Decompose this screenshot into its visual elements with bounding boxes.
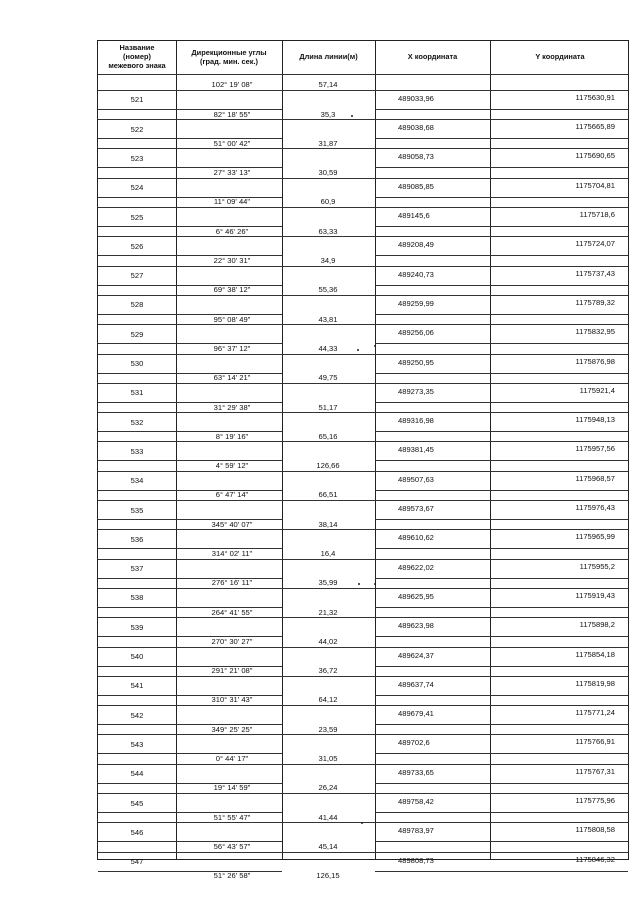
row-rule (375, 197, 628, 198)
row-rule (98, 207, 628, 208)
scan-speck (357, 349, 359, 351)
direction-angle: 69° 38' 12" (213, 285, 251, 295)
line-length: 16,4 (320, 549, 336, 558)
y-coordinate: 1175948,13 (575, 415, 615, 425)
column-divider (176, 41, 177, 859)
direction-angle: 102° 19' 08" (211, 80, 253, 90)
y-coordinate: 1175724,07 (575, 239, 615, 249)
point-name: 525 (130, 212, 144, 222)
row-rule (375, 226, 628, 227)
y-coordinate: 1175846,32 (575, 854, 615, 864)
header-name: Название (номер) межевого знака (108, 43, 166, 70)
y-coordinate: 1175957,56 (575, 444, 615, 454)
x-coordinate: 489038,68 (398, 123, 434, 133)
point-name: 541 (130, 681, 144, 691)
point-name: 531 (130, 388, 144, 398)
header-angles: Дирекционные углы (град. мин. сек.) (191, 47, 267, 66)
row-rule (375, 695, 628, 696)
row-rule (98, 383, 628, 384)
x-coordinate: 489273,35 (398, 386, 434, 396)
line-length: 35,99 (318, 578, 338, 588)
x-coordinate: 489758,42 (398, 797, 434, 806)
x-coordinate: 489058,73 (398, 152, 434, 162)
direction-angle: 82° 18' 55" (213, 109, 251, 119)
line-length: 34,9 (320, 255, 336, 265)
direction-angle: 264° 41' 55" (211, 607, 253, 617)
row-rule (98, 266, 628, 267)
row-rule (375, 402, 628, 403)
y-coordinate: 1175775,96 (575, 796, 615, 805)
point-name: 544 (130, 769, 144, 779)
point-name: 521 (130, 95, 144, 105)
row-rule (375, 871, 628, 872)
scan-speck (358, 583, 360, 585)
header-length: Длина линии(м) (299, 52, 358, 62)
y-coordinate: 1175854,18 (575, 649, 615, 659)
direction-angle: 276° 16' 11" (211, 578, 253, 588)
line-length: 49,75 (318, 373, 338, 383)
line-length: 64,12 (318, 695, 338, 705)
row-rule (98, 852, 628, 853)
y-coordinate: 1175919,43 (575, 590, 615, 600)
scan-speck (374, 345, 376, 347)
y-coordinate: 1175968,57 (575, 473, 615, 483)
line-length: 38,14 (318, 519, 338, 529)
x-coordinate: 489145,6 (398, 211, 430, 220)
x-coordinate: 489573,67 (398, 504, 434, 513)
direction-angle: 27° 33' 13" (213, 168, 251, 178)
row-rule (375, 255, 628, 256)
row-rule (375, 548, 628, 549)
y-coordinate: 1175767,31 (575, 766, 615, 776)
row-rule (98, 822, 628, 823)
x-coordinate: 489316,98 (398, 416, 434, 426)
row-rule (375, 841, 628, 842)
x-coordinate: 489259,99 (398, 298, 434, 308)
line-length: 66,51 (318, 490, 338, 500)
x-coordinate: 489637,74 (398, 679, 434, 689)
point-name: 547 (130, 857, 144, 867)
direction-angle: 19° 14' 59" (213, 783, 251, 793)
y-coordinate: 1175737,43 (575, 268, 615, 278)
x-coordinate: 489624,37 (398, 650, 434, 660)
x-coordinate: 489610,62 (398, 533, 434, 543)
row-rule (98, 617, 628, 618)
row-rule (98, 178, 628, 179)
row-rule (375, 636, 628, 637)
point-name: 529 (130, 329, 144, 339)
row-rule (375, 519, 628, 520)
point-name: 537 (130, 564, 144, 574)
y-coordinate: 1175976,43 (575, 503, 615, 512)
direction-angle: 349° 25' 25" (211, 724, 253, 734)
point-name: 539 (130, 622, 144, 632)
direction-angle: 95° 08' 49" (213, 314, 251, 324)
line-length: 41,44 (318, 812, 338, 822)
y-coordinate: 1175665,89 (575, 122, 615, 132)
line-length: 35,3 (320, 109, 336, 119)
point-name: 543 (130, 739, 144, 749)
line-length: 44,33 (318, 343, 338, 353)
row-rule (98, 647, 628, 648)
row-rule (375, 578, 628, 579)
direction-angle: 31° 29' 38" (213, 402, 251, 412)
header-rule (98, 74, 628, 75)
row-rule (375, 373, 628, 374)
direction-angle: 291° 21' 08" (211, 666, 253, 676)
direction-angle: 22° 30' 31" (213, 255, 251, 265)
y-coordinate: 1175898,2 (579, 620, 615, 630)
row-rule (98, 500, 628, 501)
line-length: 65,16 (318, 431, 338, 441)
line-length: 63,33 (318, 226, 338, 236)
row-rule (375, 724, 628, 725)
y-coordinate: 1175630,91 (575, 92, 615, 102)
point-name: 527 (130, 271, 144, 281)
direction-angle: 51° 00' 42" (213, 138, 251, 148)
row-rule (98, 148, 628, 149)
direction-angle: 4° 59' 12" (215, 461, 249, 471)
row-rule (375, 607, 628, 608)
line-length: 126,66 (316, 461, 340, 471)
row-rule (98, 764, 628, 765)
direction-angle: 96° 37' 12" (213, 343, 251, 353)
direction-angle: 56° 43' 57" (213, 841, 251, 851)
y-coordinate: 1175766,91 (575, 737, 615, 747)
direction-angle: 11° 09' 44" (213, 197, 251, 207)
row-rule (98, 90, 628, 91)
y-coordinate: 1175832,95 (575, 327, 615, 337)
row-rule (98, 471, 628, 472)
line-length: 21,32 (318, 607, 338, 617)
row-rule (98, 588, 628, 589)
row-rule (375, 109, 628, 110)
y-coordinate: 1175955,2 (579, 561, 615, 571)
header-y: Y координата (535, 52, 585, 62)
x-coordinate: 489808,73 (398, 855, 434, 865)
point-name: 532 (130, 417, 144, 427)
row-rule (375, 666, 628, 667)
line-length: 51,17 (318, 402, 338, 412)
direction-angle: 345° 40' 07" (211, 519, 253, 529)
point-name: 540 (130, 652, 144, 661)
row-rule (375, 460, 628, 461)
y-coordinate: 1175876,98 (575, 356, 615, 366)
point-name: 534 (130, 476, 144, 486)
point-name: 528 (130, 300, 144, 310)
line-length: 57,14 (318, 80, 338, 90)
row-rule (375, 167, 628, 168)
row-rule (375, 138, 628, 139)
direction-angle: 51° 55' 47" (213, 812, 251, 822)
x-coordinate: 489085,85 (398, 181, 434, 191)
line-length: 43,81 (318, 314, 338, 324)
y-coordinate: 1175965,99 (575, 532, 615, 542)
x-coordinate: 489679,41 (398, 709, 434, 719)
point-name: 523 (130, 153, 144, 163)
point-name: 545 (130, 798, 144, 808)
x-coordinate: 489507,63 (398, 474, 434, 484)
direction-angle: 314° 02' 11" (211, 549, 253, 558)
y-coordinate: 1175808,58 (575, 825, 615, 835)
row-rule (98, 676, 628, 677)
y-coordinate: 1175690,65 (575, 151, 615, 161)
y-coordinate: 1175789,32 (575, 297, 615, 307)
row-rule (98, 324, 628, 325)
x-coordinate: 489733,65 (398, 767, 434, 777)
line-length: 36,72 (318, 666, 338, 676)
row-rule (98, 236, 628, 237)
direction-angle: 310° 31' 43" (211, 695, 253, 705)
y-coordinate: 1175704,81 (575, 180, 615, 190)
line-length: 45,14 (318, 841, 338, 851)
direction-angle: 270° 30' 27" (211, 636, 253, 646)
coordinates-table (97, 40, 629, 881)
row-rule (98, 559, 628, 560)
row-rule (98, 441, 628, 442)
x-coordinate: 489381,45 (398, 445, 434, 455)
line-length: 31,05 (318, 754, 338, 763)
row-rule (98, 705, 628, 706)
row-rule (98, 295, 628, 296)
line-length: 31,87 (318, 138, 338, 148)
x-coordinate: 489033,96 (398, 93, 434, 103)
point-name: 526 (130, 241, 144, 251)
direction-angle: 8° 19' 16" (215, 431, 249, 441)
x-coordinate: 489783,97 (398, 826, 434, 836)
line-length: 60,9 (320, 197, 336, 207)
point-name: 524 (130, 183, 144, 193)
scan-speck (374, 583, 376, 585)
line-length: 55,36 (318, 285, 338, 295)
y-coordinate: 1175921,4 (579, 385, 615, 395)
line-length: 44,02 (318, 636, 338, 646)
header-x: X координата (407, 52, 458, 62)
column-divider (282, 41, 283, 859)
x-coordinate: 489256,06 (398, 328, 434, 338)
row-rule (98, 354, 628, 355)
direction-angle: 63° 14' 21" (213, 373, 251, 383)
row-rule (375, 783, 628, 784)
direction-angle: 51° 26' 58" (213, 871, 251, 881)
row-rule (98, 119, 628, 120)
scan-speck (361, 822, 363, 824)
line-length: 30,59 (318, 168, 338, 178)
line-length: 23,59 (318, 724, 338, 734)
line-length: 126,15 (316, 871, 340, 881)
direction-angle: 0° 44' 17" (215, 754, 249, 763)
point-name: 522 (130, 124, 144, 134)
scan-speck (351, 115, 353, 117)
x-coordinate: 489208,49 (398, 240, 434, 250)
column-divider (375, 41, 376, 859)
row-rule (98, 793, 628, 794)
point-name: 530 (130, 359, 144, 368)
point-name: 535 (130, 505, 144, 515)
x-coordinate: 489702,6 (398, 738, 430, 748)
y-coordinate: 1175771,24 (575, 708, 615, 718)
x-coordinate: 489250,95 (398, 357, 434, 367)
direction-angle: 6° 46' 26" (215, 226, 249, 236)
point-name: 538 (130, 593, 144, 603)
row-rule (375, 431, 628, 432)
point-name: 533 (130, 446, 144, 456)
direction-angle: 6° 47' 14" (215, 490, 249, 500)
row-rule (375, 753, 628, 754)
row-rule (98, 734, 628, 735)
y-coordinate: 1175819,98 (575, 678, 615, 688)
point-name: 546 (130, 827, 144, 837)
x-coordinate: 489622,02 (398, 562, 434, 572)
row-rule (375, 343, 628, 344)
x-coordinate: 489623,98 (398, 621, 434, 631)
row-rule (375, 314, 628, 315)
row-rule (98, 529, 628, 530)
point-name: 536 (130, 534, 144, 544)
row-rule (375, 812, 628, 813)
y-coordinate: 1175718,6 (579, 210, 615, 219)
row-rule (375, 285, 628, 286)
point-name: 542 (130, 710, 144, 720)
row-rule (375, 490, 628, 491)
x-coordinate: 489240,73 (398, 269, 434, 279)
line-length: 26,24 (318, 783, 338, 793)
x-coordinate: 489625,95 (398, 591, 434, 601)
row-rule (98, 412, 628, 413)
